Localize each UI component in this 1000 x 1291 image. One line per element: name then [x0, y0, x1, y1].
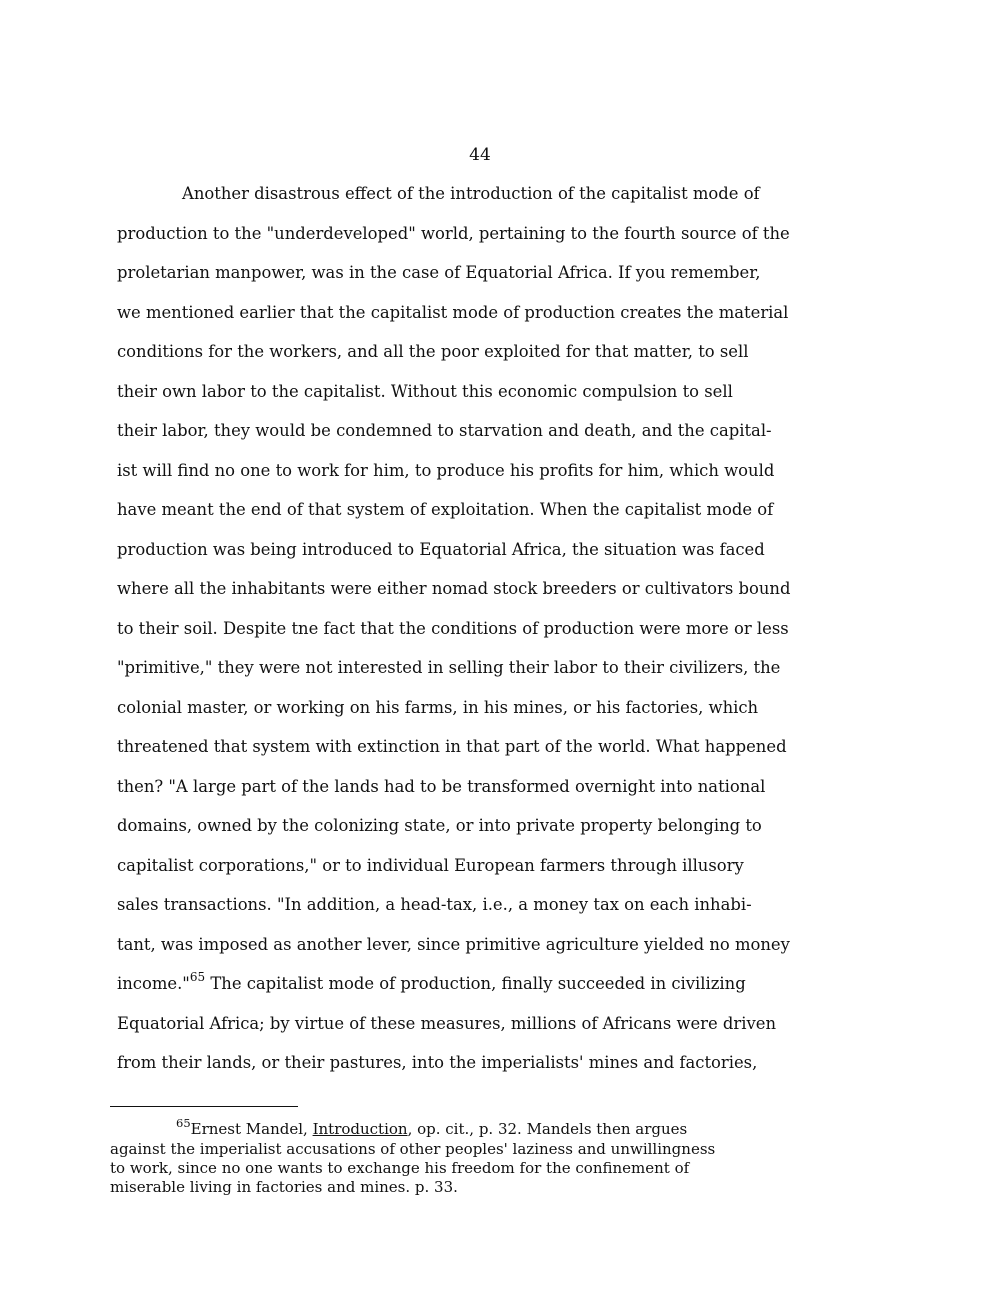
body-line: from their lands, or their pastures, into the imperialists' mines and factories,: [117, 1053, 758, 1072]
body-line: to their soil. Despite tne fact that the conditions of production were more or less: [117, 618, 789, 638]
body-text-fragment: The capitalist mode of production, finally succeeded in civilizing: [205, 974, 746, 993]
body-line: production was being introduced to Equatorial Africa, the situation was faced: [117, 539, 765, 559]
footnote-title: Introduction: [312, 1120, 408, 1138]
body-line: Equatorial Africa; by virtue of these measures, millions of Africans were driven: [117, 1013, 777, 1033]
body-line: their own labor to the capitalist. Without this economic compulsion to sell: [117, 381, 733, 401]
body-text-fragment: income.": [117, 974, 190, 993]
body-line: Another disastrous effect of the introduction of the capitalist mode of: [182, 184, 760, 203]
footnote-reference: 65: [189, 969, 206, 984]
footnote-marker: 65: [176, 1116, 191, 1130]
body-line: sales transactions. "In addition, a head-tax, i.e., a money tax on each inhabi-: [117, 895, 752, 914]
footnote-author: Ernest Mandel,: [190, 1120, 313, 1138]
body-line: threatened that system with extinction in that part of the world. What happened: [117, 737, 787, 756]
footnote-line: to work, since no one wants to exchange his freedom for the confinement of: [110, 1159, 690, 1177]
footnote-line: against the imperialist accusations of other peoples' laziness and unwillingness: [110, 1140, 716, 1158]
body-line: production to the "underdeveloped" world, pertaining to the fourth source of the: [117, 223, 790, 243]
footnote-text: , op. cit., p. 32. Mandels then argues: [407, 1120, 688, 1138]
page-number: 44: [469, 145, 491, 165]
body-text: [117, 181, 877, 1090]
body-line: colonial master, or working on his farms, in his mines, or his factories, which: [117, 697, 759, 717]
body-line: ist will find no one to work for him, to produce his profits for him, which would: [117, 460, 775, 480]
footnote-line: miserable living in factories and mines. p. 33.: [110, 1178, 458, 1196]
body-line: "primitive," they were not interested in selling their labor to their civilizers, the: [117, 658, 781, 677]
body-line: domains, owned by the colonizing state, or into private property belonging to: [117, 816, 762, 835]
footnote: [110, 1116, 910, 1197]
footnote-separator: [110, 1106, 298, 1107]
body-line: where all the inhabitants were either nomad stock breeders or cultivators bound: [117, 579, 791, 598]
body-line: proletarian manpower, was in the case of Equatorial Africa. If you remember,: [117, 263, 761, 282]
body-line: then? "A large part of the lands had to be transformed overnight into national: [117, 776, 766, 796]
body-line: their labor, they would be condemned to starvation and death, and the capital-: [117, 421, 772, 440]
body-line: have meant the end of that system of exploitation. When the capitalist mode of: [117, 500, 774, 519]
body-line: capitalist corporations," or to individual European farmers through illusory: [117, 855, 744, 875]
body-line: tant, was imposed as another lever, since primitive agriculture yielded no money: [117, 934, 790, 954]
body-line: we mentioned earlier that the capitalist mode of production creates the material: [117, 302, 789, 322]
body-line: conditions for the workers, and all the poor exploited for that matter, to sell: [117, 342, 749, 361]
body-line-with-footnote-ref: [117, 971, 877, 1011]
footnote-line: [110, 1116, 910, 1140]
